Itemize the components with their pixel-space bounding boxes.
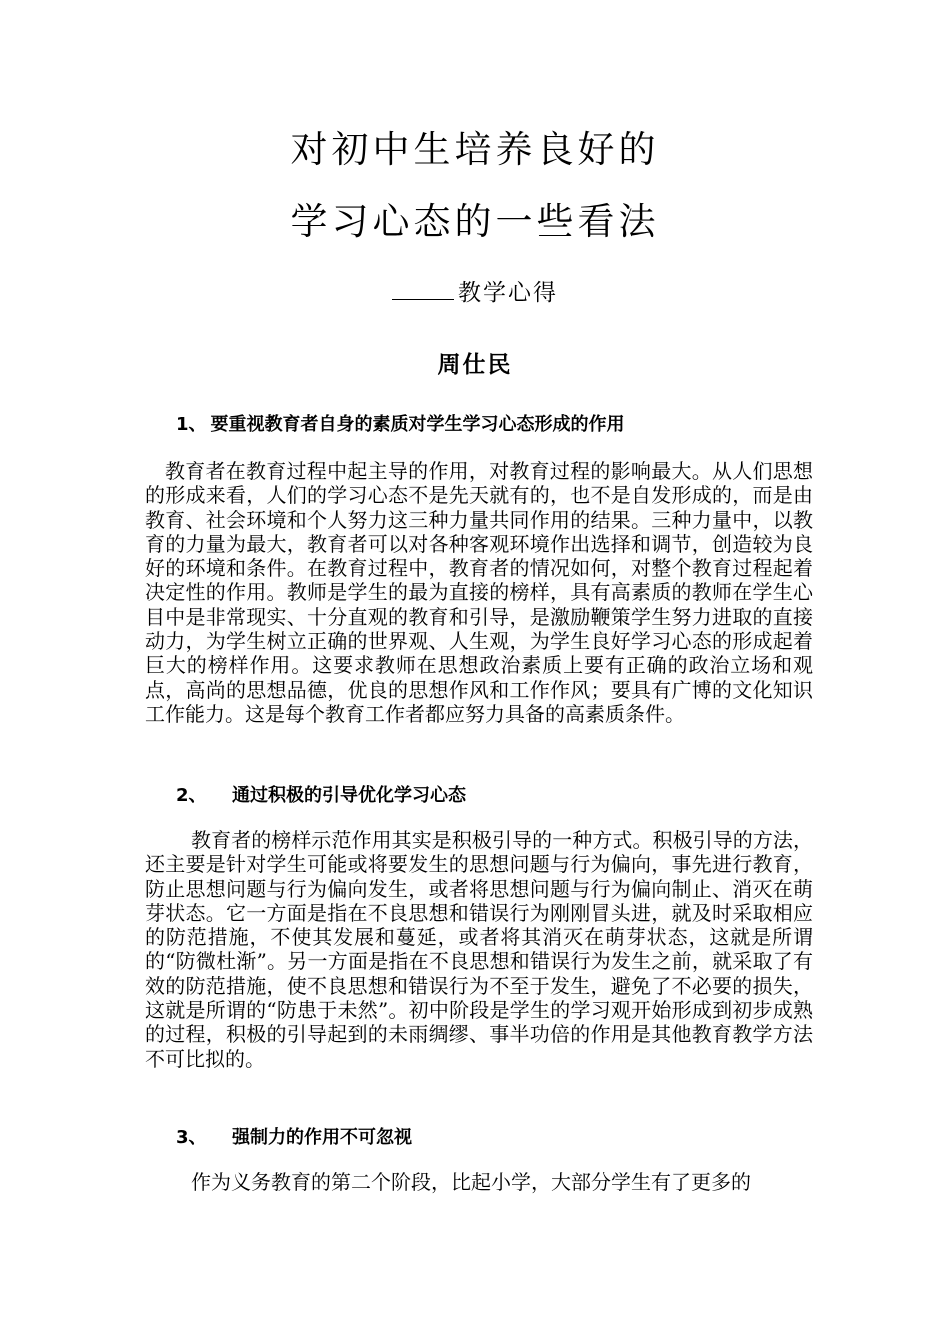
subtitle-underline [392, 279, 454, 300]
section-number-3: 3、 [176, 1127, 207, 1148]
subtitle-text: 教学心得 [458, 280, 558, 306]
section-heading-1 [176, 412, 625, 438]
author-name: 周仕民 [437, 352, 513, 378]
section-body-2: 教育者的榜样示范作用其实是积极引导的一种方式。积极引导的方法，还主要是针对学生可能或将要发生的思想问题与行为偏向，事先进行教育，防止思想问题与行为偏向发生，或者将思想问题与行为偏向制止、消灭在萌芽状态。它一方面是指在不良思想和错误行为刚刚冒头进，就及时采取相应的防范措施，不使其发展和蔓延，或者将其消灭在萌芽状态，这就是所谓的“防微杜渐”。另一方面是指在不良思想和错误行为发生之前，就采取了有效的防范措施，使不良思想和错误行为不至于发生，避免了不必要的损失，这就是所谓的“防患于未然”。初中阶段是学生的学习观开始形成到初步成熟的过程，积极的引导起到的未雨绸缪、事半功倍的作用是其他教育教学方法不可比拟的。 [145, 828, 813, 1071]
section-body-1: 教育者在教育过程中起主导的作用，对教育过程的影响最大。从人们思想的形成来看，人们的学习心态不是先天就有的，也不是自发形成的，而是由教育、社会环境和个人努力这三种力量共同作用的结果。三种力量中，以教育的力量为最大，教育者可以对各种客观环境作出选择和调节，创造较为良好的环境和条件。在教育过程中，教育者的情况如何，对整个教育过程起着决定性的作用。教师是学生的最为直接的榜样，具有高素质的教师在学生心目中是非常现实、十分直观的教育和引导，是激励鞭策学生努力进取的直接动力，为学生树立正确的世界观、人生观，为学生良好学习心态的形成起着巨大的榜样作用。这要求教师在思想政治素质上要有正确的政治立场和观点，高尚的思想品德，优良的思想作风和工作作风；要具有广博的文化知识工作能力。这是每个教育工作者都应努力具备的高素质条件。 [145, 459, 813, 726]
section-heading-3 [176, 1125, 412, 1151]
document-subtitle [0, 278, 950, 308]
section-body-3: 作为义务教育的第二个阶段，比起小学，大部分学生有了更多的 [191, 1170, 751, 1194]
section-number-2: 2、 [176, 785, 207, 806]
document-title-line-2: 学习心态的一些看法 [290, 200, 660, 243]
section-heading-text-2: 通过积极的引导优化学习心态 [232, 785, 466, 806]
document-title-line-1: 对初中生培养良好的 [290, 128, 660, 171]
section-heading-2 [176, 783, 466, 809]
section-heading-text-3: 强制力的作用不可忽视 [232, 1127, 412, 1148]
section-number-1: 1、 [176, 414, 207, 435]
section-heading-text-1: 要重视教育者自身的素质对学生学习心态形成的作用 [210, 414, 625, 435]
